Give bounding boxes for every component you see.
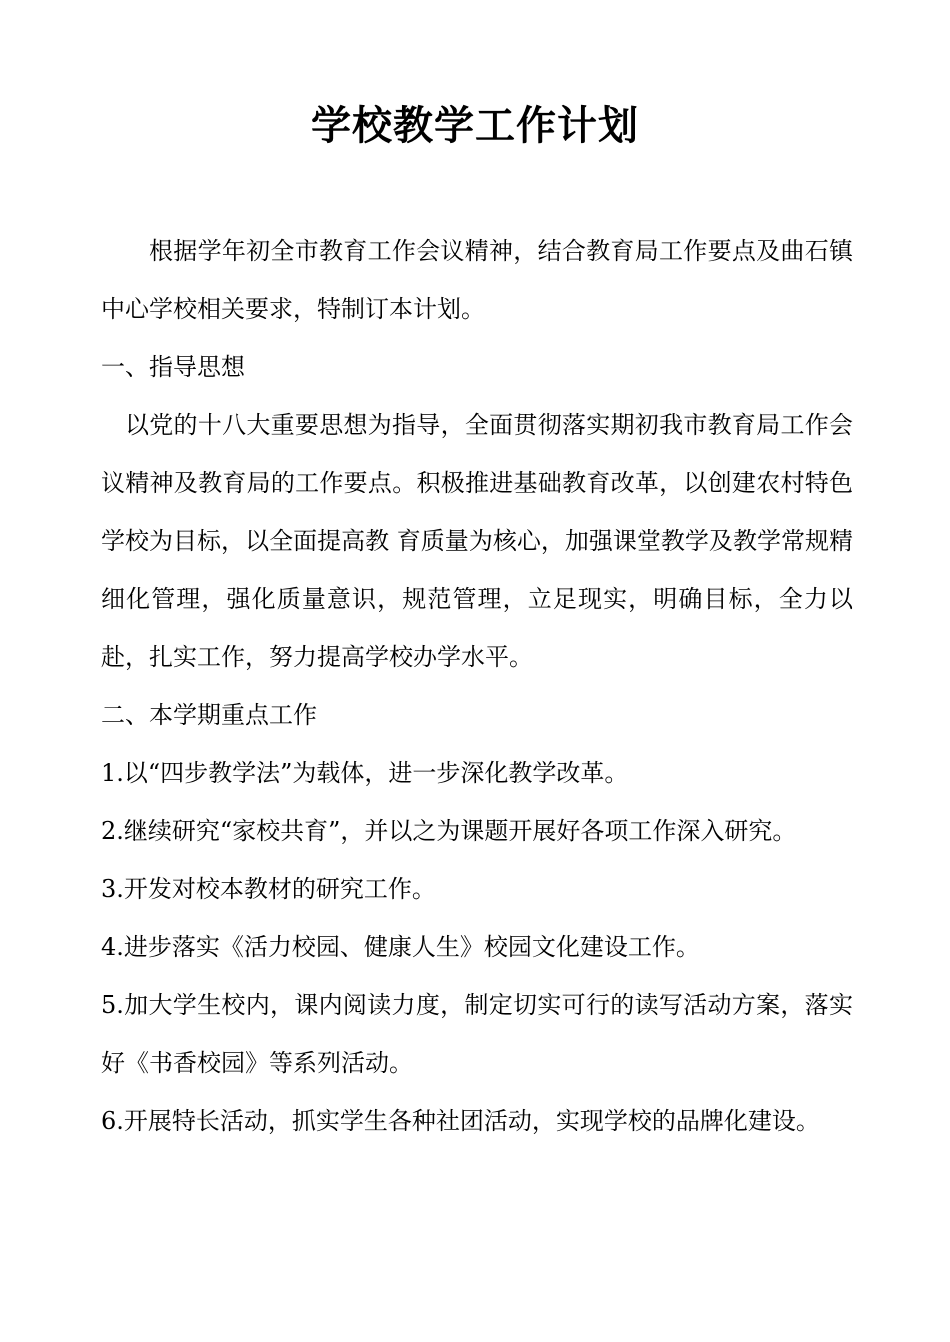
guiding-ideology-paragraph: 以党的十八大重要思想为指导，全面贯彻落实期初我市教育局工作会议精神及教育局的工作要点。积极推进基础教育改革，以创建农村特色学校为目标，以全面提高教 育质量为核心，加强课堂教学及教学常规精细化管理，强化质量意识，规范管理，立足现实，明确目标，全力以赴，扎实工作，努力提高学校办学水平。 <box>101 411 853 671</box>
section-heading-guiding-ideology: 一、指导思想 <box>101 353 245 381</box>
key-work-item-2: 2.继续研究“家校共育”，并以之为课题开展好各项工作深入研究。 <box>101 817 797 845</box>
intro-paragraph: 根据学年初全市教育工作会议精神，结合教育局工作要点及曲石镇中心学校相关要求，特制订本计划。 <box>101 237 853 323</box>
key-work-item-3: 3.开发对校本教材的研究工作。 <box>101 875 436 903</box>
document-body <box>101 222 853 1150</box>
document-title: 学校教学工作计划 <box>311 102 639 149</box>
key-work-item-4: 4.进步落实《活力校园、健康人生》校园文化建设工作。 <box>101 933 700 961</box>
key-work-item-5: 5.加大学生校内，课内阅读力度，制定切实可行的读写活动方案，落实好《书香校园》等系列活动。 <box>101 991 853 1077</box>
key-work-item-1: 1.以“四步教学法”为载体，进一步深化教学改革。 <box>101 759 629 787</box>
section-heading-key-work: 二、本学期重点工作 <box>101 701 317 729</box>
key-work-item-6: 6.开展特长活动，抓实学生各种社团活动，实现学校的品牌化建设。 <box>101 1107 820 1135</box>
